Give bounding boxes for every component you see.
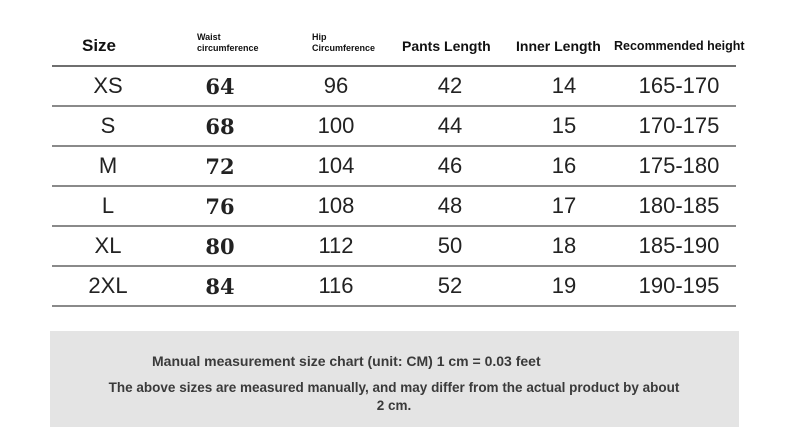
table-row [52, 67, 736, 107]
measurement-note-box [50, 331, 739, 427]
cell-hip: 104 [317, 153, 355, 178]
cell-recommended-height: 185-190 [638, 233, 720, 258]
cell-pants-length: 50 [437, 233, 463, 258]
cell-inner-length: 18 [551, 233, 577, 258]
header-size: Size [82, 36, 117, 55]
cell-inner-length: 16 [551, 153, 577, 178]
table-row [52, 187, 736, 227]
header-inner-length: Inner Length [516, 38, 601, 54]
table-row [52, 227, 736, 267]
cell-inner-length: 14 [551, 73, 577, 98]
cell-inner-length: 15 [551, 113, 577, 138]
cell-recommended-height: 190-195 [638, 273, 720, 298]
cell-waist: 80 [205, 233, 235, 259]
cell-size: XS [93, 73, 123, 98]
cell-size: XL [94, 233, 122, 258]
cell-size: 2XL [88, 273, 128, 298]
cell-size: M [98, 153, 118, 178]
cell-pants-length: 46 [437, 153, 463, 178]
cell-size: S [100, 113, 116, 138]
header-hip-circumference: Hip Circumference [312, 32, 376, 53]
cell-pants-length: 52 [437, 273, 463, 298]
cell-pants-length: 42 [437, 73, 463, 98]
cell-waist: 68 [205, 113, 235, 139]
cell-hip: 96 [323, 73, 349, 98]
cell-recommended-height: 180-185 [638, 193, 720, 218]
table-header [52, 28, 745, 64]
cell-recommended-height: 175-180 [638, 153, 720, 178]
cell-hip: 108 [317, 193, 355, 218]
cell-hip: 100 [317, 113, 355, 138]
cell-inner-length: 17 [551, 193, 577, 218]
cell-pants-length: 44 [437, 113, 463, 138]
table-row [52, 107, 736, 147]
cell-waist: 72 [205, 153, 235, 179]
cell-waist: 84 [205, 273, 235, 299]
cell-size: L [101, 193, 115, 218]
cell-hip: 112 [318, 233, 354, 258]
header-recommended-height: Recommended height [614, 39, 745, 53]
header-pants-length: Pants Length [402, 38, 491, 54]
cell-waist: 64 [205, 73, 235, 99]
cell-pants-length: 48 [437, 193, 463, 218]
disclaimer-note: The above sizes are measured manually, and may differ from the actual product by about 2 cm. [108, 380, 680, 413]
unit-note: Manual measurement size chart (unit: CM) 1 cm = 0.03 feet [152, 353, 541, 369]
cell-hip: 116 [318, 273, 354, 298]
table-row [52, 267, 736, 307]
cell-waist: 76 [205, 193, 235, 219]
cell-recommended-height: 170-175 [638, 113, 720, 138]
table-row [52, 147, 736, 187]
size-table [52, 65, 736, 307]
cell-recommended-height: 165-170 [638, 73, 720, 98]
cell-inner-length: 19 [551, 273, 577, 298]
header-waist-circumference: Waist circumference [197, 32, 259, 53]
